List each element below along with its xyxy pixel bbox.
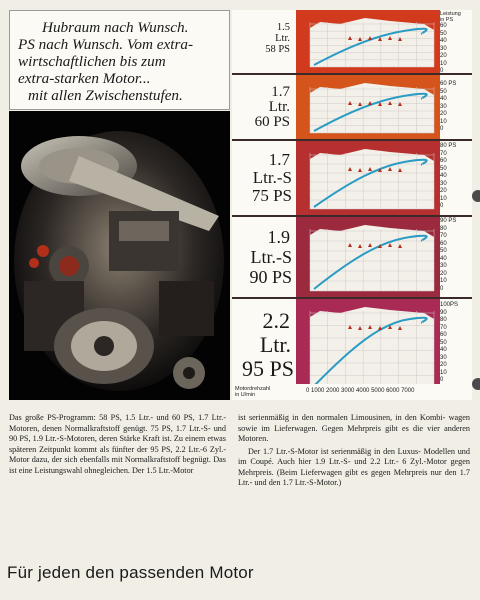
ps-tick: 70 — [440, 324, 447, 331]
ps-tick: 60 — [440, 332, 447, 338]
power-curve-svg — [296, 217, 440, 297]
ps-tick: 30 — [440, 180, 447, 187]
ps-tick: 70 — [440, 233, 447, 239]
ps-tick: 30 — [440, 354, 447, 361]
engine-photo — [9, 111, 230, 400]
ps-tick: 100PS — [440, 302, 459, 308]
ps-tick: 10 — [440, 369, 447, 376]
engine-power: 75 PS — [251, 186, 292, 205]
ps-tick: 20 — [440, 270, 447, 277]
ps-scale — [440, 75, 472, 139]
power-curve-chart — [296, 10, 440, 73]
engine-label — [232, 299, 296, 394]
engine-size: 1.7 — [268, 150, 290, 169]
ps-tick: 50 — [440, 30, 447, 37]
headline-box — [9, 10, 230, 110]
ps-tick: 10 — [440, 195, 447, 202]
rpm-axis — [232, 384, 472, 400]
ps-tick: 50 — [440, 248, 447, 254]
ps-tick: 10 — [440, 118, 447, 125]
engine-row — [232, 141, 472, 215]
ps-tick: 30 — [440, 263, 447, 269]
engine-row — [232, 10, 472, 73]
ps-tick: 20 — [440, 111, 447, 117]
footer-title: Für jeden den passenden Motor — [7, 563, 254, 582]
engine-size: 2.2 — [262, 308, 290, 333]
engine-row — [232, 217, 472, 297]
ps-tick: 90 — [440, 309, 447, 316]
ps-tick: 10 — [440, 278, 447, 284]
ps-scale — [440, 141, 472, 215]
ps-tick: 60 — [440, 158, 447, 164]
engine-power: 60 PS — [254, 114, 290, 130]
ps-tick: 90 PS — [440, 218, 457, 224]
engine-size: 1.7 — [271, 84, 290, 100]
ps-scale — [440, 217, 472, 297]
ps-tick: 80 — [440, 225, 447, 232]
body-text-col2 — [238, 413, 470, 491]
engine-row — [232, 299, 472, 394]
ps-tick: 50 — [440, 88, 447, 95]
power-curve-svg — [296, 299, 440, 394]
power-curve-chart — [296, 299, 440, 394]
engine-power: 58 PS — [265, 44, 290, 55]
engine-size: 1.5 — [276, 22, 290, 33]
body-paragraph: Das große PS-Programm: 58 PS, 1.5 Ltr.- und 60 PS, 1.7 Ltr.-Motoren, denen Normalkraftstoff genügt. 75 PS, 1.7 Ltr.-S- und 90 PS, 1.9 Ltr.-S-Motoren, deren Stärke Kraft ist. Zu einem etwas späteren Zeitpunkt kommt als fünfter der 95 PS, 2.2 Ltr.-6 Zyl.-Motor dazu, der sich ebenfalls mit Normalkraftstoff begnügt. Das ist eine Leistungswahl ohnegleichen. Der 1.5 Ltr.-Motor — [9, 413, 226, 475]
rpm-axis-ticks: 0 1000 2000 3000 4000 5000 6000 7000 — [306, 388, 415, 394]
engine-label — [232, 141, 296, 215]
engine-label — [232, 217, 296, 297]
engine-label — [232, 75, 296, 139]
ps-tick: 40 — [440, 255, 447, 262]
ps-scale — [440, 299, 472, 394]
engine-size: 1.9 — [267, 227, 290, 247]
ps-tick: 0 — [440, 68, 444, 74]
ps-tick: 40 — [440, 96, 447, 102]
ps-tick: 80 — [440, 317, 447, 323]
engine-unit: Ltr.-S — [252, 168, 292, 187]
ps-tick: 30 — [440, 45, 447, 52]
ps-tick: 40 — [440, 173, 447, 179]
engine-row — [232, 75, 472, 139]
power-curve-chart — [296, 75, 440, 139]
engine-label — [232, 10, 296, 73]
ps-tick: 70 — [440, 150, 447, 157]
binder-hole — [472, 378, 480, 390]
body-paragraph: Der 1.7 Ltr.-S-Motor ist serienmäßig in den Luxus- Modellen und im Coupé. Auch hier 1.9 Ltr.-S- und 2.2 Ltr.- 6 Zyl.-Motor gegen Mehrpreis. (Beim Lieferwagen gibt es gegen Mehrpreis nur den 1.7 Ltr.- und den 1.7 Ltr.-S-Motor.) — [238, 446, 470, 487]
ps-tick: 60 — [440, 240, 447, 247]
ps-tick: 20 — [440, 188, 447, 194]
engine-unit: Ltr. — [275, 33, 290, 44]
ps-tick: 50 — [440, 165, 447, 172]
engine-chart-panel — [232, 10, 472, 400]
engine-unit: Ltr. — [268, 99, 290, 115]
engine-unit: Ltr.-S — [250, 247, 292, 267]
power-curve-svg — [296, 75, 440, 139]
ps-tick: 0 — [440, 126, 444, 132]
ps-scale — [440, 10, 472, 73]
engine-unit: Ltr. — [259, 332, 291, 357]
power-curve-chart — [296, 217, 440, 297]
headline-line: Hubraum nach Wunsch. — [42, 19, 189, 36]
headline-line: extra-starken Motor... — [18, 70, 151, 87]
ps-tick: 10 — [440, 60, 447, 67]
body-text-col1 — [9, 413, 226, 478]
body-paragraph: ist serienmäßig in den normalen Limousinen, in den Kombi- wagen sowie im Lieferwagen. Gegen Mehrpreis gibt es die vier anderen Motoren. — [238, 413, 470, 443]
power-curve-chart — [296, 141, 440, 215]
ps-tick: 40 — [440, 347, 447, 353]
ps-tick: 60 PS — [440, 81, 457, 87]
power-curve-svg — [296, 141, 440, 215]
ps-tick: 40 — [440, 38, 447, 44]
ps-scale-header: Leistung in PS — [440, 11, 461, 23]
rpm-axis-label: Motordrehzahl in U/min — [235, 386, 271, 398]
ps-tick: 50 — [440, 339, 447, 346]
ps-tick: 60 — [440, 23, 447, 29]
engine-power: 90 PS — [249, 267, 292, 287]
ps-tick: 0 — [440, 377, 444, 383]
ps-tick: 20 — [440, 53, 447, 59]
ps-tick: 20 — [440, 362, 447, 368]
ps-tick: 0 — [440, 203, 444, 209]
ps-tick: 30 — [440, 103, 447, 110]
headline-line: mit allen Zwischenstufen. — [28, 87, 183, 104]
binder-hole — [472, 190, 480, 202]
ps-tick: 80 PS — [440, 143, 457, 149]
headline-line: PS nach Wunsch. Vom extra- — [18, 36, 194, 53]
headline-line: wirtschaftlichen bis zum — [18, 53, 166, 70]
engine-power: 95 PS — [242, 356, 294, 381]
power-curve-svg — [296, 10, 440, 73]
ps-tick: 0 — [440, 285, 444, 292]
